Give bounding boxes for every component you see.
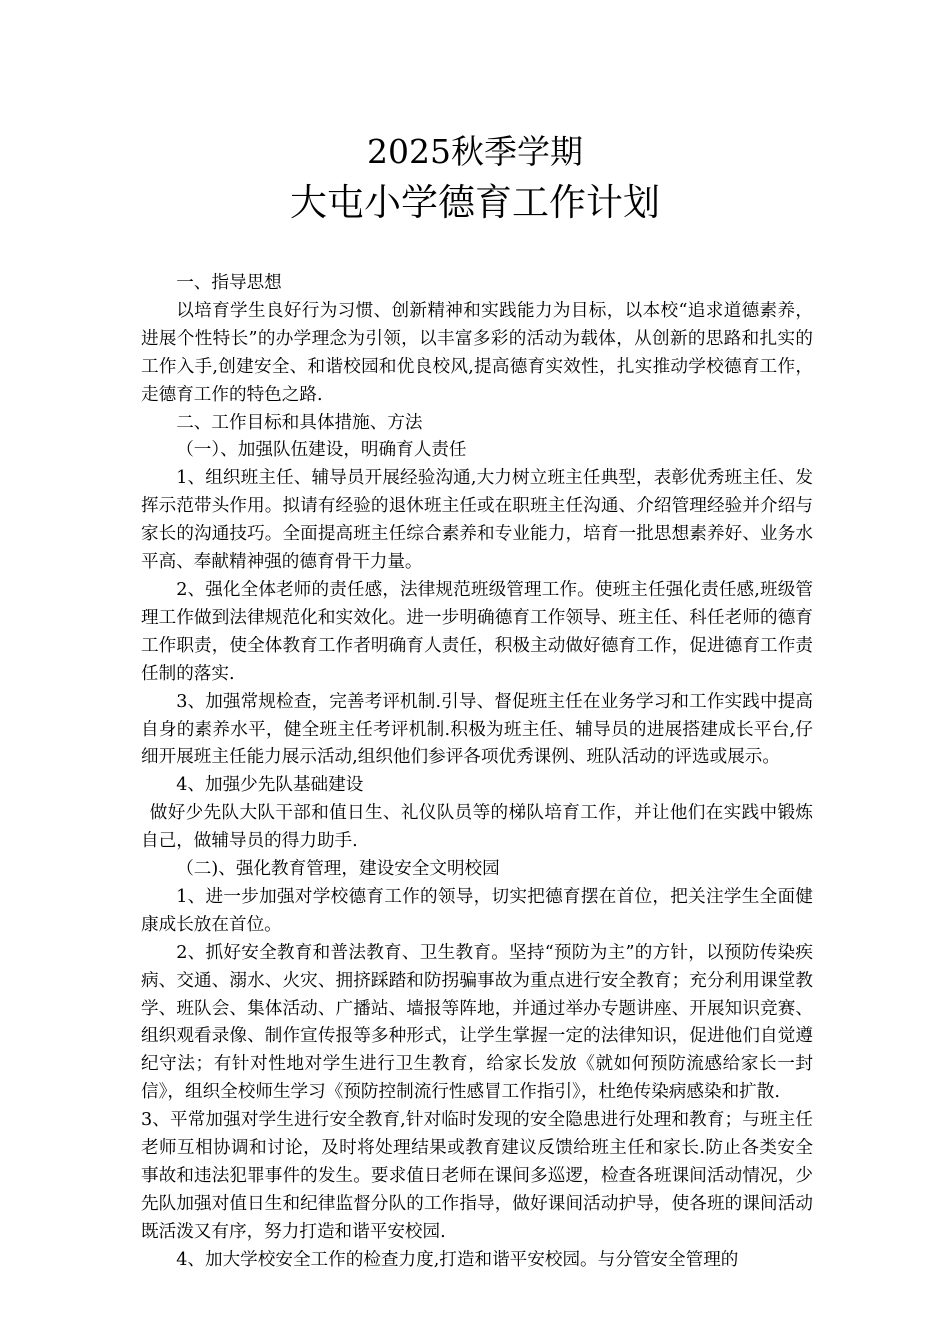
subsection-heading-team: （一）、加强队伍建设，明确育人责任 [176,440,467,461]
body-paragraph: 3、加强常规检查，完善考评机制.引导、督促班主任在业务学习和工作实践中提高自身的素养水平，健全班主任考评机制.积极为班主任、辅导员的进展搭建成长平台,仔细开展班主任能力展示活动,组织他们参评各项优秀课例、班队活动的评选或展示。 [141,691,813,768]
title-term: 2025秋季学期 [367,132,583,171]
title-main: 大屯小学德育工作计划 [290,181,660,224]
body-paragraph: 1、进一步加强对学校德育工作的领导，切实把德育摆在首位，把关注学生全面健康成长放在首位。 [141,886,813,935]
body-paragraph: 以培育学生良好行为习惯、创新精神和实践能力为目标，以本校“追求道德素养，进展个性特长”的办学理念为引领，以丰富多彩的活动为载体，从创新的思路和扎实的工作入手,创建安全、和谐校园和优良校风,提高德育实效性，扎实推动学校德育工作，走德育工作的特色之路. [141,300,813,405]
section-heading-goals: 二、工作目标和具体措施、方法 [176,412,423,433]
body-paragraph: 3、平常加强对学生进行安全教育,针对临时发现的安全隐患进行处理和教育；与班主任老师互相协调和讨论，及时将处理结果或教育建议反馈给班主任和家长.防止各类安全事故和违法犯罪事件的发生。要求值日老师在课间多巡逻，检查各班课间活动情况，少先队加强对值日生和纪律监督分队的工作指导，做好课间活动护导，使各班的课间活动既活泼又有序，努力打造和谐平安校园. [141,1110,813,1242]
document-title [0,128,950,227]
body-paragraph: 2、抓好安全教育和普法教育、卫生教育。坚持“预防为主”的方针，以预防传染疾病、交通、溺水、火灾、拥挤踩踏和防拐骗事故为重点进行安全教育；充分利用课堂教学、班队会、集体活动、广播站、墙报等阵地，并通过举办专题讲座、开展知识竞赛、组织观看录像、制作宣传报等多种形式，让学生掌握一定的法律知识，促进他们自觉遵纪守法；有针对性地对学生进行卫生教育，给家长发放《就如何预防流感给家长一封信》，组织全校师生学习《预防控制流行性感冒工作指引》，杜绝传染病感染和扩散. [141,942,813,1103]
section-heading-guiding-thought: 一、指导思想 [176,273,282,293]
body-paragraph: 做好少先队大队干部和值日生、礼仪队员等的梯队培育工作，并让他们在实践中锻炼自己，做辅导员的得力助手. [141,803,813,852]
body-paragraph: 4、加大学校安全工作的检查力度,打造和谐平安校园。与分管安全管理的 [176,1249,739,1270]
body-paragraph: 1、组织班主任、辅导员开展经验沟通,大力树立班主任典型，表彰优秀班主任、发挥示范带头作用。拟请有经验的退休班主任或在职班主任沟通、介绍管理经验并介绍与家长的沟通技巧。全面提高班主任综合素养和专业能力，培育一批思想素养好、业务水平高、奉献精神强的德育骨干力量。 [141,468,813,573]
body-paragraph: 2、强化全体老师的责任感，法律规范班级管理工作。使班主任强化责任感,班级管理工作做到法律规范化和实效化。进一步明确德育工作领导、班主任、科任老师的德育工作职责，使全体教育工作者明确育人责任，积极主动做好德育工作，促进德育工作责任制的落实. [141,579,813,684]
subsection-heading-safety: （二)、强化教育管理，建设安全文明校园 [176,859,500,880]
item-heading: 4、加强少先队基础建设 [176,775,364,796]
document-body [141,270,813,1275]
